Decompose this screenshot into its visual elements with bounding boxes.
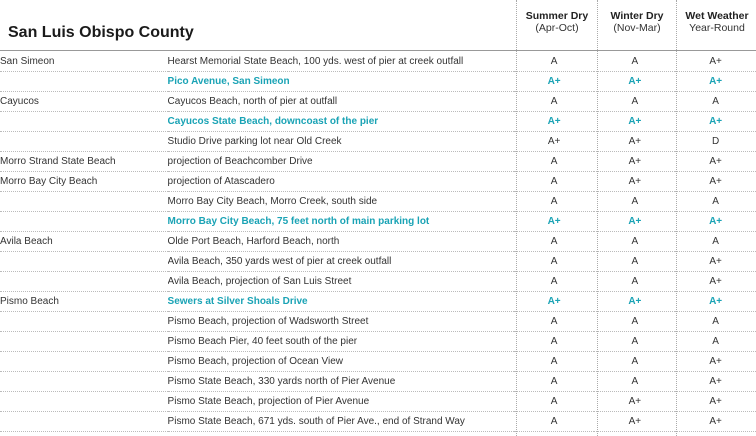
table-body bbox=[0, 52, 756, 432]
location-cell bbox=[0, 252, 168, 272]
table-row bbox=[0, 392, 756, 412]
summer-dry-grade: A+ bbox=[514, 72, 595, 92]
site-cell: Avila Beach, projection of San Luis Street bbox=[168, 272, 514, 292]
site-cell: projection of Atascadero bbox=[168, 172, 514, 192]
table-row bbox=[0, 272, 756, 292]
wet-weather-grade: A+ bbox=[675, 212, 756, 232]
summer-dry-grade: A bbox=[514, 152, 595, 172]
summer-dry-grade: A bbox=[514, 272, 595, 292]
summer-dry-grade: A bbox=[514, 332, 595, 352]
wet-weather-grade: A+ bbox=[675, 392, 756, 412]
column-title: Summer Dry bbox=[525, 10, 589, 22]
site-cell: Pismo Beach, projection of Ocean View bbox=[168, 352, 514, 372]
winter-dry-grade: A+ bbox=[594, 212, 675, 232]
table-row bbox=[0, 412, 756, 432]
summer-dry-grade: A bbox=[514, 372, 595, 392]
wet-weather-grade: A+ bbox=[675, 72, 756, 92]
table-row bbox=[0, 352, 756, 372]
winter-dry-grade: A bbox=[594, 352, 675, 372]
table-header bbox=[0, 0, 756, 50]
summer-dry-grade: A bbox=[514, 312, 595, 332]
wet-weather-grade: A bbox=[675, 332, 756, 352]
location-cell bbox=[0, 332, 168, 352]
site-cell: Sewers at Silver Shoals Drive bbox=[168, 292, 514, 312]
wet-weather-grade: A+ bbox=[675, 252, 756, 272]
site-cell: Morro Bay City Beach, Morro Creek, south side bbox=[168, 192, 514, 212]
table-row bbox=[0, 92, 756, 112]
winter-dry-grade: A bbox=[594, 272, 675, 292]
location-cell bbox=[0, 112, 168, 132]
site-cell: Morro Bay City Beach, 75 feet north of main parking lot bbox=[168, 212, 514, 232]
winter-dry-grade: A bbox=[594, 192, 675, 212]
location-cell: Morro Bay City Beach bbox=[0, 172, 168, 192]
table-row bbox=[0, 132, 756, 152]
column-header-winter-dry bbox=[598, 10, 676, 34]
summer-dry-grade: A bbox=[514, 352, 595, 372]
summer-dry-grade: A bbox=[514, 412, 595, 432]
table-row bbox=[0, 232, 756, 252]
column-header-wet-weather bbox=[678, 10, 756, 34]
location-cell: San Simeon bbox=[0, 52, 168, 72]
summer-dry-grade: A bbox=[514, 172, 595, 192]
table-row bbox=[0, 152, 756, 172]
winter-dry-grade: A+ bbox=[594, 132, 675, 152]
summer-dry-grade: A+ bbox=[514, 292, 595, 312]
site-cell: Pismo State Beach, 330 yards north of Pier Avenue bbox=[168, 372, 514, 392]
table-row bbox=[0, 52, 756, 72]
table-row bbox=[0, 372, 756, 392]
table-row bbox=[0, 192, 756, 212]
winter-dry-grade: A bbox=[594, 232, 675, 252]
site-cell: Pico Avenue, San Simeon bbox=[168, 72, 514, 92]
summer-dry-grade: A+ bbox=[514, 112, 595, 132]
location-cell: Pismo Beach bbox=[0, 292, 168, 312]
table-row bbox=[0, 112, 756, 132]
wet-weather-grade: A+ bbox=[675, 372, 756, 392]
table-row bbox=[0, 332, 756, 352]
winter-dry-grade: A+ bbox=[594, 172, 675, 192]
site-cell: Avila Beach, 350 yards west of pier at creek outfall bbox=[168, 252, 514, 272]
table-row bbox=[0, 172, 756, 192]
location-cell: Avila Beach bbox=[0, 232, 168, 252]
site-cell: Pismo Beach Pier, 40 feet south of the pier bbox=[168, 332, 514, 352]
wet-weather-grade: A+ bbox=[675, 352, 756, 372]
summer-dry-grade: A bbox=[514, 252, 595, 272]
location-cell bbox=[0, 372, 168, 392]
location-cell bbox=[0, 132, 168, 152]
summer-dry-grade: A bbox=[514, 232, 595, 252]
wet-weather-grade: A bbox=[675, 192, 756, 212]
column-title: Winter Dry bbox=[610, 10, 664, 22]
wet-weather-grade: A+ bbox=[675, 112, 756, 132]
winter-dry-grade: A+ bbox=[594, 112, 675, 132]
wet-weather-grade: A+ bbox=[675, 412, 756, 432]
site-cell: Olde Port Beach, Harford Beach, north bbox=[168, 232, 514, 252]
column-subtitle: Year-Round bbox=[689, 22, 745, 34]
table-row bbox=[0, 252, 756, 272]
wet-weather-grade: D bbox=[675, 132, 756, 152]
column-subtitle: (Apr-Oct) bbox=[535, 22, 579, 34]
county-title: San Luis Obispo County bbox=[8, 24, 194, 41]
table-row bbox=[0, 72, 756, 92]
location-cell bbox=[0, 392, 168, 412]
winter-dry-grade: A+ bbox=[594, 292, 675, 312]
location-cell bbox=[0, 352, 168, 372]
summer-dry-grade: A bbox=[514, 192, 595, 212]
wet-weather-grade: A bbox=[675, 92, 756, 112]
summer-dry-grade: A+ bbox=[514, 212, 595, 232]
site-cell: Cayucos State Beach, downcoast of the pier bbox=[168, 112, 514, 132]
location-cell bbox=[0, 212, 168, 232]
column-subtitle: (Nov-Mar) bbox=[613, 22, 661, 34]
site-cell: Pismo State Beach, projection of Pier Avenue bbox=[168, 392, 514, 412]
winter-dry-grade: A+ bbox=[594, 412, 675, 432]
winter-dry-grade: A bbox=[594, 92, 675, 112]
location-cell: Cayucos bbox=[0, 92, 168, 112]
winter-dry-grade: A+ bbox=[594, 152, 675, 172]
site-cell: Cayucos Beach, north of pier at outfall bbox=[168, 92, 514, 112]
winter-dry-grade: A bbox=[594, 252, 675, 272]
wet-weather-grade: A+ bbox=[675, 292, 756, 312]
header-divider bbox=[0, 50, 756, 51]
location-cell: Morro Strand State Beach bbox=[0, 152, 168, 172]
winter-dry-grade: A bbox=[594, 312, 675, 332]
column-header-summer-dry bbox=[518, 10, 596, 34]
wet-weather-grade: A+ bbox=[675, 272, 756, 292]
location-cell bbox=[0, 272, 168, 292]
wet-weather-grade: A bbox=[675, 312, 756, 332]
site-cell: Studio Drive parking lot near Old Creek bbox=[168, 132, 514, 152]
location-cell bbox=[0, 192, 168, 212]
summer-dry-grade: A bbox=[514, 52, 595, 72]
winter-dry-grade: A+ bbox=[594, 392, 675, 412]
site-cell: Pismo Beach, projection of Wadsworth Street bbox=[168, 312, 514, 332]
site-cell: Pismo State Beach, 671 yds. south of Pier Ave., end of Strand Way bbox=[168, 412, 514, 432]
wet-weather-grade: A+ bbox=[675, 172, 756, 192]
winter-dry-grade: A bbox=[594, 372, 675, 392]
location-cell bbox=[0, 312, 168, 332]
wet-weather-grade: A+ bbox=[675, 52, 756, 72]
wet-weather-grade: A bbox=[675, 232, 756, 252]
summer-dry-grade: A+ bbox=[514, 132, 595, 152]
summer-dry-grade: A bbox=[514, 392, 595, 412]
location-cell bbox=[0, 412, 168, 432]
table-row bbox=[0, 212, 756, 232]
winter-dry-grade: A bbox=[594, 52, 675, 72]
summer-dry-grade: A bbox=[514, 92, 595, 112]
table-row bbox=[0, 312, 756, 332]
table-row bbox=[0, 292, 756, 312]
winter-dry-grade: A bbox=[594, 332, 675, 352]
column-title: Wet Weather bbox=[685, 10, 749, 22]
location-cell bbox=[0, 72, 168, 92]
beach-grades-table bbox=[0, 52, 756, 432]
winter-dry-grade: A+ bbox=[594, 72, 675, 92]
site-cell: Hearst Memorial State Beach, 100 yds. west of pier at creek outfall bbox=[168, 52, 514, 72]
site-cell: projection of Beachcomber Drive bbox=[168, 152, 514, 172]
wet-weather-grade: A+ bbox=[675, 152, 756, 172]
